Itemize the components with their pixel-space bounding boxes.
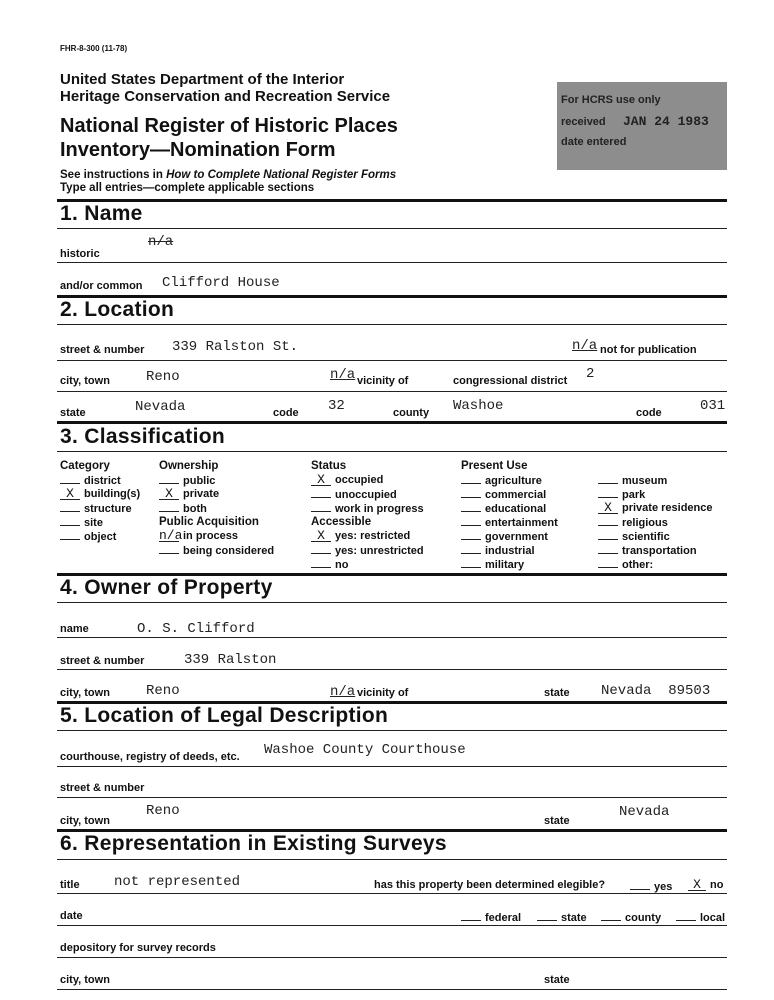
federal-option[interactable]	[461, 910, 521, 924]
survey-title-value: not represented	[114, 874, 241, 890]
legal-state-label: state	[544, 815, 570, 827]
county-value: Washoe	[453, 398, 504, 414]
county-label: county	[625, 912, 662, 924]
checkbox-row[interactable]	[60, 515, 140, 529]
option-label: religious	[622, 517, 668, 529]
check-blank[interactable]	[60, 473, 80, 484]
check-blank[interactable]	[60, 529, 80, 540]
owner-name-label: name	[60, 623, 89, 635]
ownership-heading: Ownership	[159, 460, 219, 472]
field-line	[57, 360, 727, 361]
option-label: transportation	[622, 545, 697, 557]
county-blank[interactable]	[601, 910, 621, 921]
section-rule	[57, 228, 727, 229]
checkbox-row[interactable]	[159, 543, 274, 557]
instructions-line1	[60, 169, 396, 181]
checkbox-row[interactable]	[598, 473, 713, 487]
stamp-received-date: JAN 24 1983	[623, 114, 709, 129]
check-blank[interactable]	[311, 487, 331, 498]
check-blank[interactable]	[461, 487, 481, 498]
option-label: object	[84, 531, 117, 543]
owner-vicinity-label: vicinity of	[357, 687, 409, 699]
section-rule	[57, 602, 727, 603]
section-rule	[57, 730, 727, 731]
option-label: industrial	[485, 545, 535, 557]
option-label: commercial	[485, 489, 547, 501]
field-line	[57, 893, 727, 894]
state-blank[interactable]	[537, 910, 557, 921]
option-label: occupied	[335, 474, 384, 486]
state-code-value: 32	[328, 398, 345, 414]
checkbox-row[interactable]	[159, 501, 274, 515]
city-town-label: city, town	[60, 375, 110, 387]
check-blank[interactable]	[60, 501, 80, 512]
vicinity-mark: n/a	[330, 367, 356, 383]
field-line	[57, 797, 727, 798]
section-rule	[57, 451, 727, 452]
owner-city-value: Reno	[146, 683, 180, 699]
check-blank[interactable]: n/a	[159, 528, 183, 543]
legal-city-label: city, town	[60, 815, 110, 827]
not-for-publication-label: not for publication	[600, 344, 697, 356]
option-label: both	[183, 503, 207, 515]
form-id: FHR-8-300 (11-78)	[60, 44, 128, 53]
option-label: park	[622, 489, 646, 501]
stamp-received-label: received	[561, 116, 606, 128]
check-blank[interactable]	[461, 557, 481, 568]
check-blank[interactable]	[598, 543, 618, 554]
checkbox-row[interactable]	[311, 473, 424, 487]
county-option[interactable]	[601, 910, 661, 924]
congressional-district-label: congressional district	[453, 375, 568, 387]
check-blank[interactable]	[311, 501, 331, 512]
eligible-question: has this property been determined elegible?	[374, 879, 606, 891]
local-label: local	[700, 912, 726, 924]
option-label: site	[84, 517, 103, 529]
check-blank[interactable]	[598, 529, 618, 540]
check-blank[interactable]	[598, 515, 618, 526]
category-column	[60, 460, 140, 543]
checkbox-row[interactable]	[60, 501, 140, 515]
check-blank[interactable]: X	[60, 489, 80, 500]
hcrs-use-only-stamp	[557, 82, 727, 170]
accessible-heading: Accessible	[311, 516, 372, 528]
check-blank[interactable]	[461, 529, 481, 540]
eligible-yes-option[interactable]	[630, 879, 672, 893]
survey-title-label: title	[60, 879, 80, 891]
instructions-manual-title: How to Complete National Register Forms	[166, 169, 397, 181]
service-name: Heritage Conservation and Recreation Service	[60, 88, 391, 105]
present-use-column-2	[598, 460, 713, 571]
option-label: scientific	[622, 531, 670, 543]
check-blank[interactable]	[598, 473, 618, 484]
section-rule	[57, 859, 727, 860]
public-acquisition-heading: Public Acquisition	[159, 516, 259, 528]
check-blank[interactable]: X	[311, 475, 331, 486]
instructions-prefix: See instructions in	[60, 169, 167, 181]
instructions-line2: Type all entries—complete applicable sections	[60, 182, 315, 194]
depository-state-label: state	[544, 974, 570, 986]
legal-city-value: Reno	[146, 803, 180, 819]
street-number-label: street & number	[60, 344, 145, 356]
check-blank[interactable]	[159, 543, 179, 554]
check-blank[interactable]	[60, 515, 80, 526]
check-blank[interactable]	[598, 487, 618, 498]
checkbox-row[interactable]	[598, 501, 713, 515]
option-label: structure	[84, 503, 132, 515]
check-blank[interactable]	[311, 557, 331, 568]
courthouse-label: courthouse, registry of deeds, etc.	[60, 751, 240, 763]
courthouse-value: Washoe County Courthouse	[264, 742, 466, 758]
field-line	[57, 989, 727, 990]
field-line	[57, 669, 727, 670]
checkbox-row[interactable]	[60, 487, 140, 501]
legal-state-value: Nevada	[619, 804, 670, 820]
owner-city-label: city, town	[60, 687, 110, 699]
checkbox-row[interactable]	[461, 515, 558, 529]
field-line	[57, 925, 727, 926]
checkbox-row[interactable]	[311, 557, 424, 571]
check-blank[interactable]	[159, 473, 179, 484]
checkbox-row[interactable]	[311, 501, 424, 515]
option-label: work in progress	[335, 503, 424, 515]
historic-value: n/a	[148, 234, 174, 250]
historic-label: historic	[60, 248, 100, 260]
option-label: district	[84, 475, 121, 487]
stamp-entered-label: date entered	[561, 136, 627, 148]
section-2-heading: 2. Location	[60, 298, 175, 321]
state-value: Nevada	[135, 399, 186, 415]
checkbox-row[interactable]	[598, 529, 713, 543]
checkbox-row[interactable]	[311, 487, 424, 501]
option-label: entertainment	[485, 517, 558, 529]
checkbox-row[interactable]	[461, 473, 558, 487]
option-label: building(s)	[84, 488, 141, 500]
option-label: being considered	[183, 545, 275, 557]
survey-date-label: date	[60, 910, 83, 922]
local-option[interactable]	[676, 910, 725, 924]
legal-street-label: street & number	[60, 782, 145, 794]
field-line	[57, 391, 727, 392]
status-column	[311, 460, 424, 571]
option-label: no	[335, 559, 349, 571]
yes-label: yes	[654, 881, 673, 893]
field-line	[57, 766, 727, 767]
section-3-heading: 3. Classification	[60, 425, 225, 448]
no-blank[interactable]: X	[688, 880, 706, 891]
option-label: in process	[183, 530, 239, 542]
depository-city-label: city, town	[60, 974, 110, 986]
common-name-value: Clifford House	[162, 275, 280, 291]
owner-state-value: Nevada 89503	[601, 683, 711, 699]
option-label: private	[183, 488, 220, 500]
section-rule	[57, 324, 727, 325]
check-blank[interactable]	[461, 473, 481, 484]
local-blank[interactable]	[676, 910, 696, 921]
checkbox-row[interactable]	[159, 473, 274, 487]
option-label: other:	[622, 559, 654, 571]
eligible-no-option[interactable]	[688, 879, 723, 891]
option-label: government	[485, 531, 548, 543]
checkbox-row[interactable]	[461, 487, 558, 501]
field-line	[57, 262, 727, 263]
checkbox-row[interactable]	[311, 529, 424, 543]
federal-blank[interactable]	[461, 910, 481, 921]
field-line	[57, 957, 727, 958]
street-number-value: 339 Ralston St.	[172, 339, 299, 355]
owner-street-label: street & number	[60, 655, 145, 667]
checkbox-row[interactable]	[598, 487, 713, 501]
section-4-heading: 4. Owner of Property	[60, 576, 273, 599]
check-blank[interactable]	[598, 557, 618, 568]
owner-name-value: O. S. Clifford	[137, 621, 255, 637]
county-code-value: 031	[700, 398, 726, 414]
check-blank[interactable]	[461, 501, 481, 512]
option-label: agriculture	[485, 475, 542, 487]
no-label: no	[710, 879, 724, 891]
department-name: United States Department of the Interior	[60, 71, 345, 88]
option-label: private residence	[622, 502, 713, 514]
checkbox-row[interactable]	[159, 487, 274, 501]
ownership-column	[159, 460, 274, 557]
present-use-column	[461, 460, 558, 571]
checkbox-row[interactable]	[159, 529, 274, 543]
checkbox-row[interactable]	[598, 543, 713, 557]
state-label: state	[60, 407, 86, 419]
yes-blank[interactable]	[630, 879, 650, 890]
section-6-heading: 6. Representation in Existing Surveys	[60, 832, 447, 855]
state-option[interactable]	[537, 910, 587, 924]
federal-label: federal	[485, 912, 522, 924]
checkbox-row[interactable]	[60, 529, 140, 543]
option-label: educational	[485, 503, 547, 515]
county-code-label: code	[636, 407, 662, 419]
congressional-district-value: 2	[586, 366, 595, 382]
common-name-label: and/or common	[60, 280, 143, 292]
checkbox-row[interactable]	[461, 543, 558, 557]
depository-label: depository for survey records	[60, 942, 216, 954]
check-blank[interactable]	[461, 543, 481, 554]
section-1-heading: 1. Name	[60, 202, 143, 225]
checkbox-row[interactable]	[461, 501, 558, 515]
check-blank[interactable]: X	[598, 503, 618, 514]
state-label: state	[561, 912, 587, 924]
check-blank[interactable]: X	[311, 531, 331, 542]
option-label: public	[183, 475, 216, 487]
owner-vicinity-mark: n/a	[330, 684, 356, 700]
owner-state-label: state	[544, 687, 570, 699]
section-rule	[57, 421, 727, 424]
option-label: unoccupied	[335, 489, 397, 501]
check-blank[interactable]	[159, 501, 179, 512]
form-title-line1: National Register of Historic Places	[60, 115, 398, 137]
status-heading: Status	[311, 460, 347, 472]
owner-street-value: 339 Ralston	[184, 652, 277, 668]
state-code-label: code	[273, 407, 299, 419]
check-blank[interactable]: X	[159, 489, 179, 500]
checkbox-row[interactable]	[461, 557, 558, 571]
check-blank[interactable]	[311, 543, 331, 554]
not-for-publication-mark: n/a	[572, 338, 598, 354]
form-title-line2: Inventory—Nomination Form	[60, 139, 336, 161]
county-label: county	[393, 407, 430, 419]
checkbox-row[interactable]	[60, 473, 140, 487]
checkbox-row[interactable]	[598, 515, 713, 529]
present-use-heading: Present Use	[461, 460, 528, 472]
check-blank[interactable]	[461, 515, 481, 526]
category-heading: Category	[60, 460, 110, 472]
section-5-heading: 5. Location of Legal Description	[60, 704, 389, 727]
option-label: yes: restricted	[335, 530, 411, 542]
vicinity-label: vicinity of	[357, 375, 409, 387]
option-label: yes: unrestricted	[335, 545, 424, 557]
section-rule	[57, 199, 727, 202]
field-line	[57, 637, 727, 638]
checkbox-row[interactable]	[461, 529, 558, 543]
option-label: museum	[622, 475, 668, 487]
city-town-value: Reno	[146, 369, 180, 385]
checkbox-row[interactable]	[598, 557, 713, 571]
checkbox-row[interactable]	[311, 543, 424, 557]
stamp-heading: For HCRS use only	[561, 94, 661, 106]
option-label: military	[485, 559, 525, 571]
